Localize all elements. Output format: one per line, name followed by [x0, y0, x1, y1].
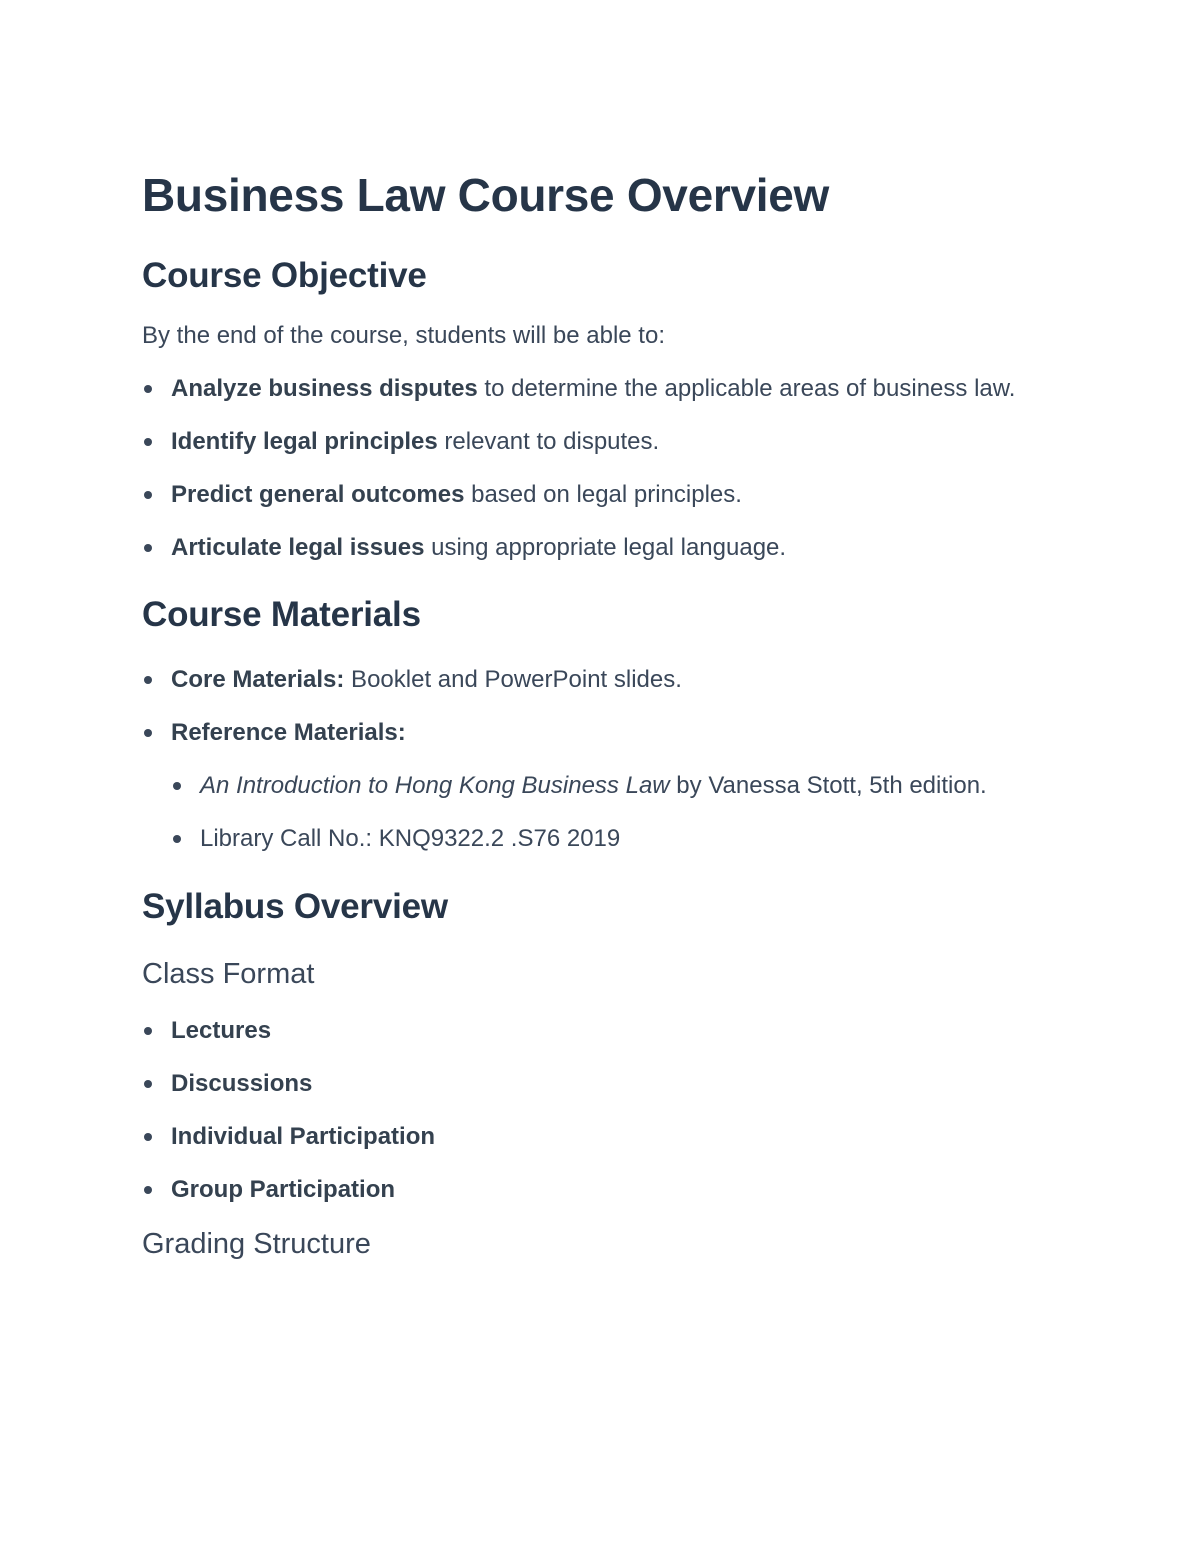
bullet-icon	[144, 1080, 152, 1088]
course-objective-heading: Course Objective	[142, 256, 427, 295]
bullet-icon	[144, 544, 152, 552]
syllabus-overview-heading: Syllabus Overview	[142, 887, 448, 926]
reference-materials-item: Reference Materials: An Introduction to Hong Kong Business Law by Vanessa Stott, 5th edition. Library Call No.: KNQ9322.2 .S76 2019	[142, 713, 1050, 859]
bullet-icon	[173, 835, 181, 843]
list-item: Identify legal principles relevant to disputes.	[142, 422, 1050, 462]
objective-intro: By the end of the course, students will be able to:	[142, 322, 665, 349]
class-format-heading: Class Format	[142, 958, 315, 990]
library-call-item: Library Call No.: KNQ9322.2 .S76 2019	[171, 819, 1050, 859]
bullet-icon	[144, 676, 152, 684]
bullet-icon	[144, 385, 152, 393]
core-materials-item: Core Materials: Booklet and PowerPoint slides.	[142, 660, 1050, 700]
page-title: Business Law Course Overview	[142, 169, 829, 221]
reference-materials-list	[171, 766, 1050, 859]
course-materials-heading: Course Materials	[142, 595, 421, 634]
class-format-list	[142, 1011, 1050, 1210]
list-item: Lectures	[142, 1011, 1050, 1051]
list-item: Individual Participation	[142, 1117, 1050, 1157]
list-item: Articulate legal issues using appropriate legal language.	[142, 528, 1050, 568]
bullet-icon	[144, 729, 152, 737]
list-item: Discussions	[142, 1064, 1050, 1104]
reference-book-item: An Introduction to Hong Kong Business Law by Vanessa Stott, 5th edition.	[171, 766, 1050, 806]
bullet-icon	[144, 491, 152, 499]
bullet-icon	[144, 438, 152, 446]
list-item: Group Participation	[142, 1170, 1050, 1210]
objective-list	[142, 369, 1050, 568]
materials-list	[142, 660, 1050, 859]
bullet-icon	[173, 782, 181, 790]
grading-structure-heading: Grading Structure	[142, 1228, 371, 1260]
bullet-icon	[144, 1133, 152, 1141]
list-item: Predict general outcomes based on legal principles.	[142, 475, 1050, 515]
bullet-icon	[144, 1186, 152, 1194]
bullet-icon	[144, 1027, 152, 1035]
list-item: Analyze business disputes to determine the applicable areas of business law.	[142, 369, 1050, 409]
